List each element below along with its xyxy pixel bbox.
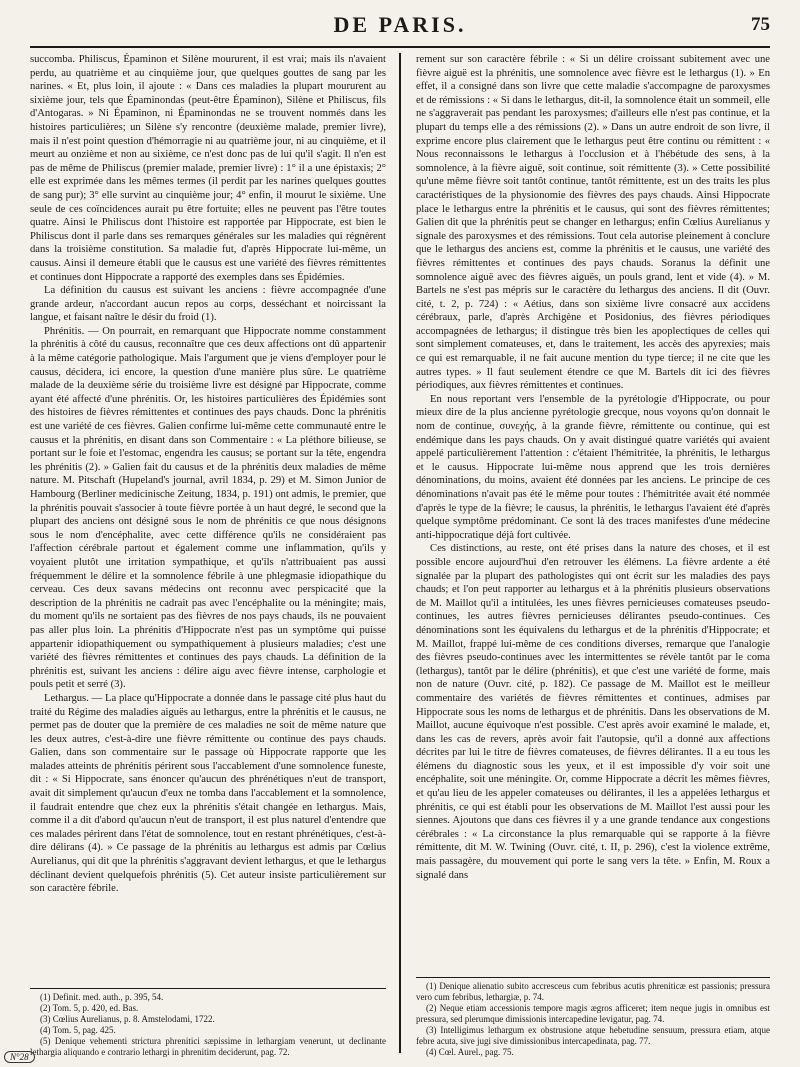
paragraph: succomba. Philiscus, Épaminon et Silène moururent, il est vrai; mais ils n'avaient perdu, au quatrième et au cinquième jour, que quelques gouttes de sang par les narines. « Et, plus loin, il ajoute : « Dans ces maladies la plupart moururent au sixième jour, tels que Épaminondas (peut-être Épaminon), Silène et Philiscus, fils d'Antogaras. » Ni Épaminon, ni Épaminondas ne se trouvent nommés dans les histoires particulières; un Silène s'y rencontre (deuxième malade, premier livre), mais il n'est point question d'hémorragie ni au quatrième jour, ni au cinquième, et il meurt au onzième et non au sixième, ce n'est donc pas de lui qu'il s'agit. Il n'en est pas de même de Philiscus (premier malade, premier livre) : 1° il a une épistaxis; 2° elle est exprimée dans les mêmes termes (il perdit par les narines quelques gouttes de sang pur); 3° elle survint au cinquième jour; 4° enfin, il mourut le sixième. Une seule de ces coïncidences aurait pu être fortuite; elles ne peuvent pas l'être toutes quatre. Ainsi le Philiscus dont l'histoire est rapportée par Hippocrate, est bien le Philiscus dont il parle dans ses remarques générales sur les maladies qui régnèrent dans la troisième constitution. Sa maladie fut, d'après Hippocrate lui-même, un causus. Ainsi il demeure établi que le causus est une variété des fièvres rémittentes et continues dont Hippocrate a rapporté des exemples dans ses Épidémies. (30, 54, 386, 283)
paragraph: La définition du causus est suivant les anciens : fièvre accompagnée d'une grande ardeur, n'accordant aucun repos au corps, desséchant et noircissant la langue, et faisant naître le désir du froid (1). (30, 285, 386, 324)
right-column (406, 53, 770, 1058)
paragraph: Lethargus. — La place qu'Hippocrate a donnée dans le passage cité plus haut du traité du Régime des maladies aiguës au lethargus, entre la phrénitis et le causus, ne permet pas de douter que la première de ces maladies ne soit de même nature que les deux autres, c'est-à-dire une fièvre rémittente ou continue des pays chauds. Galien, dans son commentaire sur le passage où Hippocrate rapporte que les malades atteints de phrénitis périrent sous l'accablement d'une somnolence funeste, dit : « Si Hippocrate, sans énoncer qu'aucun des phrénétiques n'eut de transport, avait dit simplement qu'aucun d'eux ne tomba dans l'accablement et la somnolence, il faudrait entendre que chez eux la phrénitis s'était changée en lethargus. Mais, comme il a dit d'abord qu'aucun n'eut de transport, il est plus naturel d'entendre que ces malades périrent dans l'état de somnolence, tout en restant phrénétiques, c'est-à-dire délirans (4). » Ce passage de la phrénitis au lethargus est admis par Cœlius Aurelianus, qui dit que la phrénitis s'aggravant devient lethargus, et que le lethargus déclinant devient quelquefois phrénitis (5). Cet auteur insiste particulièrement sur son caractère fébrile. (30, 692, 386, 895)
footnote: (5) Denique vehementi stricturа phrenitici sæpissime in lethargiam venerunt, ut declinante lethargia aliquando e contrario lethargi in phrenitim deciderunt, pag. 72. (30, 1036, 386, 1057)
paragraph: En nous reportant vers l'ensemble de la pyrétologie d'Hippocrate, ou pour mieux dire de la plus ancienne pyrétologie grecque, nous voyons qu'on donnait le nom de continue, συνεχής, à la grande fièvre, rémittente ou continue, qui est endémique dans les pays chauds. On y avait distingué quatre variétés qui avaient appelé particulièrement l'attention : c'étaient l'hémitritée, la phrénitis, le lethargus et le causus. Hippocrate lui-même nous apprend que les trois dernières dénominations, du moins, avaient été données par les anciens. Le principe de ces dénominations n'avait pas été le même pour toutes : l'hémitritée avait été nommée d'après le type de la fièvre; le causus, la phrénitis, le lethargus l'avaient été d'après quelque symptôme prédominant. Ce sont là des traces manifestes d'une médecine anti-hippocratique déjà fort cultivée. (416, 393, 770, 541)
paragraph: rement sur son caractère fébrile : « Si un délire croissant subitement avec une fièvre aiguë est la phrénitis, une somnolence avec fièvre est le lethargus (1). » En effet, il a consigné dans son livre que cette maladie s'accompagne de paroxysmes et de rémissions : « Si dans le lethargus, dit-il, la somnolence était un sommeil, elle ne s'aggraverait pas pendant les paroxysmes; d'ailleurs elle n'est pas continue, et la plupart du temps elle a des rémissions (2). » Dans un autre endroit de son livre, il exprime encore plus clairement que le lethargus peut être continu ou rémittent : « Nous reconnaissons le lethargus à l'occlusion et à l'hébétude des sens, à la somnolence, à la fièvre aiguë, soit continue, soit rémittente (3). » Cette possibilité qu'une même fièvre soit tantôt continue, tantôt rémittente, est un des traits les plus caractéristiques de la physionomie des fièvres des pays chauds. Ainsi Hippocrate place le lethargus entre la phrénitis et le causus, qui sont des fièvres rémittentes; Galien dit que la phrénitis peut se changer en lethargus; enfin Cœlius Aurelianus y signale des paroxysmes et des rémissions. Tout cela autorise pleinement à conclure que le lethargus des anciens est, comme la phrénitis et le causus, une variété des fièvres rémittentes et continues des pays chauds. Soranus la définit une somnolence aiguë avec des fièvres aiguës, un pouls grand, lent et vide (4). » M. Bartels ne s'est pas mépris sur le caractère du lethargus des anciens. Il dit (Ouvr. cité, t. 2, p. 724) : « Aétius, dans son sixième livre consacré aux accidens cérébraux, parle, d'après Archigène et Posidonius, des fièvres périodiques accompagnées de lethargus; il distingue très bien les apoplectiques de celles qui sont simplement comateuses, et, dans le traitement, les accès des apyrexies; mais ce qui est remarquable, il ne fait aucune mention du type tierce; il ne cite que les autres types. » Il faut seulement étendre ce que M. Bartels dit ici des fièvres périodiques, aux fièvres rémittentes et continues. (416, 54, 770, 392)
paragraph: Ces distinctions, au reste, ont été prises dans la nature des choses, et il est possible encore aujourd'hui d'en retrouver les élémens. La fièvre ardente a été signalée par la plupart des pathologistes qui ont écrit sur les maladies des pays chauds; et l'on peut rapporter au lethargus et à la phrénitis plusieurs observations de M. Maillot qu'il a intitulées, les unes fièvres pernicieuses comateuses pseudo-continues, les autres fièvres pernicieuses délirantes pseudo-continues. Ces dénominations sont les équivalens du lethargus et de la phrénitis d'Hippocrate; et M. Maillot, frappé lui-même de ces conditions diverses, remarque que l'analogie des fièvres pseudo-continues avec les intermittentes se révèle tantôt par le coma (lethargus), tantôt par le délire (phrénitis), et que c'est une variété de forme, mais non de nature (Ouvr. cité, p. 182). Ce passage de M. Maillot est le meilleur commentaire des variétés de fièvres rémittentes et continues, admises par Hippocrate sous les noms de lethargus et de phrénitis. Dans les observations de M. Maillot, aucune équivoque n'est possible. C'est après avoir examiné le malade, et, dans les cas de revers, après avoir fait l'autopsie, qu'il a donné aux affections décrites par lui le titre de fièvres comateuses, de fièvres délirantes. Il a eu tous les élémens du diagnostic sous les yeux, et il est impossible d'y voir soit une encéphalite, soit une méningite. Or, comme Hippocrate a décrit les mêmes fièvres, et qu'au lieu de les appeler comateuses ou délirantes, il les a appelées lethargus et phrénitis, ce qui est établi pour les observations de M. Maillot l'est aussi pour les siennes. Ajoutons que dans ces fièvres il y a une grande tendance aux congestions cérébrales : « La circonstance la plus remarquable qui se rapporte à la fièvre rémittente, dit M. W. Twining (Ouvr. cité, t. II, p. 296), c'est la violence extrême, mais passagère, du mouvement qui porte le sang vers la tête. » Enfin, M. Roux a signalé dans (416, 543, 770, 881)
footnote: (2) Neque etiam accessionis tempore magis ægros afficeret; item neque jugis in omnibus est pressura, sed plerumque dimissionis intercapedine levigatur, pag. 74. (416, 1003, 770, 1024)
paragraph: Phrénitis. — On pourrait, en remarquant que Hippocrate nomme constamment la phrénitis à côté du causus, reconnaître que ces deux affections ont dû appartenir à la même catégorie pathologique. Mais l'argument que je viens d'employer pour le causus, décidera, ici encore, la question d'une manière plus sûre. Le quatrième malade de la deuxième série du troisième livre est désigné par Hippocrate, comme ayant été affecté d'une phrénitis. Or, les histoires particulières des Épidémies sont des histoires de fièvres rémittentes et continues des pays chauds. Donc la phrénitis est une variété de ces fièvres. Galien confirme lui-même cette communauté entre le causus et la phrénitis, en disant dans son Commentaire : « La pléthore bilieuse, se portant sur le foie et l'estomac, engendra les causus; se portant sur la tête, engendra les phrénitis (2). » Galien fait du causus et de la phrénitis deux maladies de même nature. M. Pitschaft (Hupeland's journal, avril 1834, p. 29) et M. Simon Junior de Hambourg (Berliner medicinische Zeitung, 1834, p. 191) ont admis, le premier, que la phrénitis pouvait s'associer à toute fièvre portée à un haut degré, le second que la plupart des anciens ont désigné sous le nom de phrénitis ce que nous désignons sous le nom d'encéphalite, avec cette différence qu'ils ne considéraient pas l'affection cérébrale partout et également comme une inflammation, qu'ils y voyaient plutôt une irritation sympathique, et qu'ils n'attribuaient pas aussi fréquemment le délire et la somnolence fébrile à une phlegmasie idiopathique du cerveau. Ces deux savans médecins ont reconnu avec perspicacité que la description de la phrénitis ne cadrait pas avec l'encéphalite ou la méningite; mais, du moment qu'ils ne sortaient pas des fièvres de nos pays chauds, ils ne pouvaient pas aller plus loin. La phrénitis d'Hippocrate n'est pas un symptôme qui puisse appartenir idiopathiquement ou sympathiquement à plusieurs maladies; c'est une variété des fièvres rémittentes et continues des pays chauds. La définition de la phrénitis est, suivant les anciens : délire aigu avec fièvre intense, carphologie et pouls petit et serré (3). (30, 325, 386, 691)
footnote: (1) Denique alienatio subito accresceus cum febribus acutis phreniticæ est passionis; pressura vero cum febribus, lethargiæ, p. 74. (416, 981, 770, 1002)
footnote: (4) Cœl. Aurel., pag. 75. (426, 1047, 514, 1057)
running-title: DE PARIS. (333, 12, 467, 37)
page-number: 75 (751, 14, 770, 35)
column-divider (399, 53, 401, 1053)
footnote: (4) Tom. 5, pag. 425. (40, 1025, 116, 1035)
footnote: (3) Intelligimus lethargum ex obstrusione atque hebetudine sensuum, pressura etiam, atque febre acuta, sive jugi sive dimissionibus intercapedinata, pag. 77. (416, 1025, 770, 1046)
footnote: (1) Definit. med. auth., p. 395, 54. (40, 992, 164, 1002)
page-header (30, 12, 770, 48)
left-column (30, 53, 394, 1058)
left-footnotes (30, 988, 386, 1058)
footnote: (3) Cœlius Aurelianus, p. 8. Amstelodami, 1722. (40, 1014, 215, 1024)
archive-stamp: N°28 (4, 1051, 35, 1063)
left-column-body (30, 53, 386, 984)
right-footnotes (416, 977, 770, 1058)
right-column-body (416, 53, 770, 973)
footnote: (2) Tom. 5, p. 420, ed. Bas. (40, 1003, 139, 1013)
two-column-layout (30, 53, 770, 1058)
